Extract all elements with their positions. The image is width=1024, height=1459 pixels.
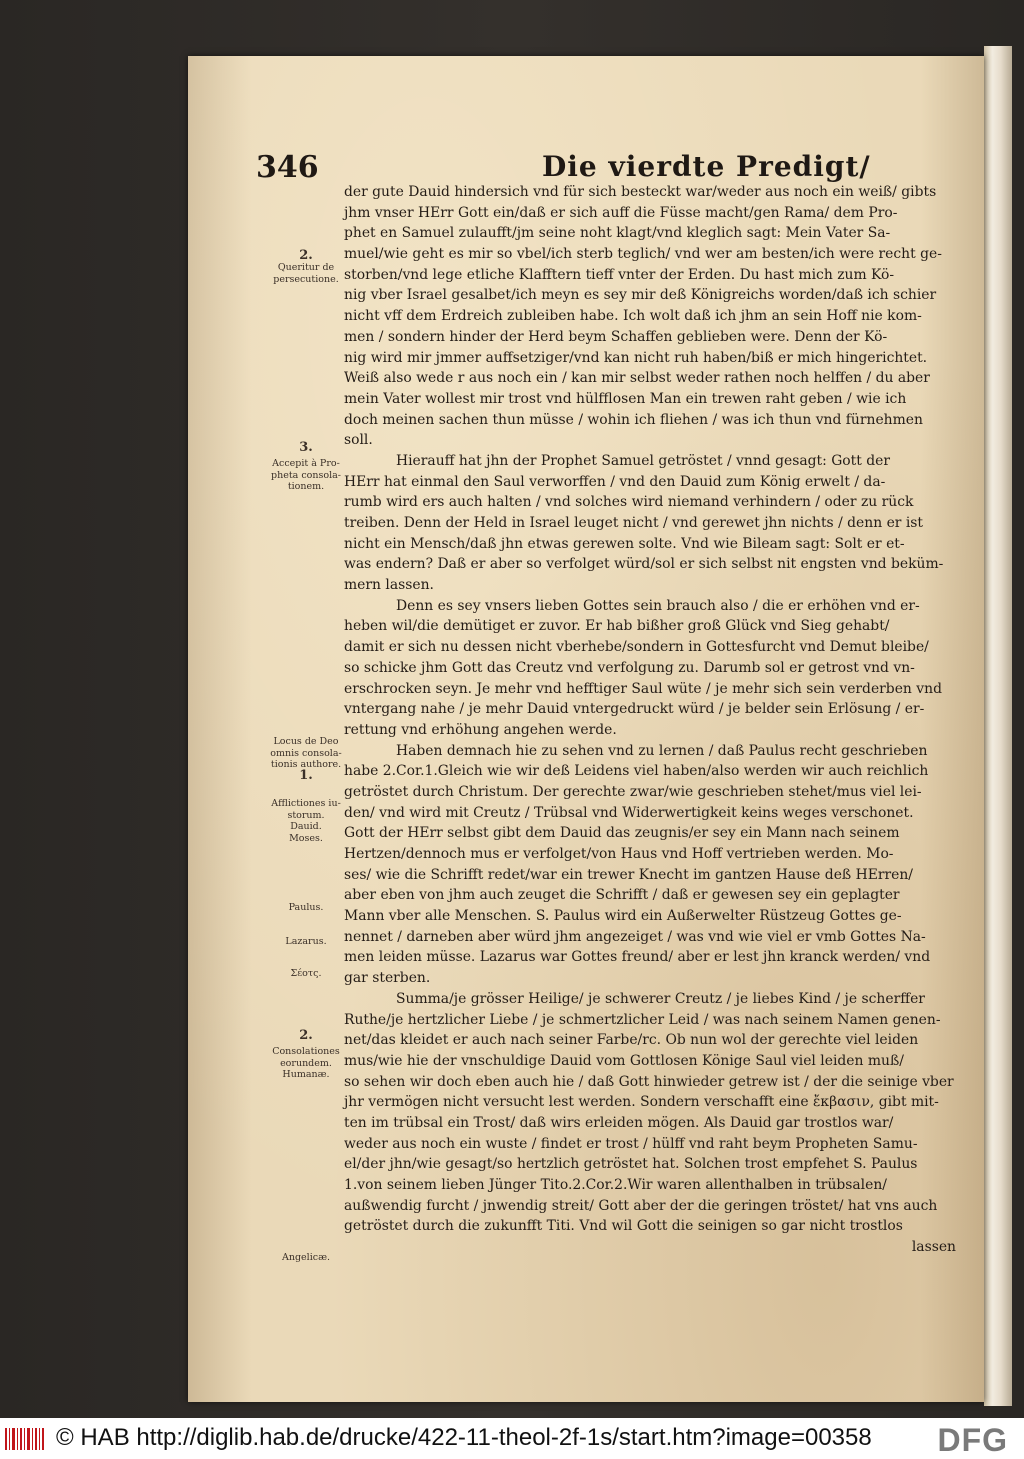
text-line: Gott der HErr selbst gibt dem Dauid das zeugnis/er sey ein Mann nach seinem xyxy=(344,825,900,842)
text-line: nennet / darneben aber würd jhm angezeiget / was vnd wie viel er vmb Gottes Na- xyxy=(344,928,926,945)
text-line: Hertzen/dennoch mus er verfolget/von Haus vnd Hoff vertrieben werden. Mo- xyxy=(344,846,894,862)
text-line: Haben demnach hie zu sehen vnd zu lernen / daß Paulus recht geschrieben xyxy=(396,742,928,759)
body-text xyxy=(344,182,956,1256)
text-line: rumb wird ers auch halten / vnd solches wird niemand verhindern / oder zu rück xyxy=(344,494,914,511)
text-line: lassen xyxy=(911,1239,956,1256)
text-line: so sehen wir doch eben auch hie / daß Gott hinwieder getrew ist / der die seinige vber xyxy=(344,1073,954,1090)
text-line: Summa/je grösser Heilige/ je schwerer Creutz / je liebes Kind / je scherffer xyxy=(396,990,925,1007)
margin-note: Angelicæ. xyxy=(281,1252,331,1263)
text-line: net/das kleidet er auch nach seiner Farbe/rc. Ob nun wol der gerechte viel leiden xyxy=(344,1032,919,1049)
margin-note: Afflictiones iu- storum. Dauid. Moses. xyxy=(271,798,341,844)
text-line: Hierauff hat jhn der Prophet Samuel getröstet / vnnd gesagt: Gott der xyxy=(396,452,890,469)
margin-note: Lazarus. xyxy=(285,936,327,947)
margin-note-number: 2. xyxy=(299,248,313,263)
text-line: doch meinen sachen thun müsse / wohin ich fliehen / was ich thun vnd fürnehmen xyxy=(344,411,923,428)
margin-note: Paulus. xyxy=(288,902,324,913)
running-head: Die vierdte Predigt/ xyxy=(542,150,871,183)
text-line: außwendig furcht / jnwendig streit/ Gott aber der die geringen tröstet/ hat vns auch xyxy=(344,1197,938,1214)
margin-note: Σέοτς. xyxy=(290,968,322,979)
text-line: Mann vber alle Menschen. S. Paulus wird ein Außerwelter Rüstzeug Gottes ge- xyxy=(344,908,902,925)
text-line: Ruthe/je hertzlicher Liebe / je schmertzlicher Leid / was nach seinem Namen genen- xyxy=(344,1011,941,1028)
text-line: rettung vnd erhöhung angehen werde. xyxy=(344,721,617,738)
text-line: damit er sich nu dessen nicht vberhebe/sondern in Gottesfurcht vnd Demut bleibe/ xyxy=(344,639,929,656)
barcode-icon xyxy=(4,1426,46,1452)
margin-note-number: 2. xyxy=(299,1028,313,1043)
text-line: mern lassen. xyxy=(344,577,434,594)
text-line: HErr hat einmal den Saul verworffen / vnd den Dauid zum König erwelt / da- xyxy=(344,473,886,490)
text-line: aber eben von jhm auch zeuget die Schrifft / daß er gewesen sey ein geplagter xyxy=(344,887,900,904)
text-line: erschrocken seyn. Je mehr vnd hefftiger Saul wüte / je mehr sich sein verderben vnd xyxy=(344,680,942,697)
margin-note: Consolationes eorundem. Humanæ. xyxy=(272,1046,340,1080)
margin-note: Locus de Deo omnis consola- tionis authore. xyxy=(270,736,342,770)
text-line: habe 2.Cor.1.Gleich wie wir deß Leidens viel haben/also werden wir auch reichlich xyxy=(344,763,929,780)
text-line: Weiß also wede r aus noch ein / kan mir selbst weder rathen noch helffen / du aber xyxy=(344,370,930,387)
text-line: nig vber Israel gesalbet/ich meyn es sey mir deß Königreichs worden/daß ich schier xyxy=(344,287,937,304)
margin-note: Accepit à Pro- pheta consola- tionem. xyxy=(271,458,341,492)
text-line: ten im trübsal ein Trost/ daß wirs erleiden mögen. Als Dauid gar trostlos war/ xyxy=(344,1114,894,1131)
text-line: jhm vnser HErr Gott ein/daß er sich auff die Füsse macht/gen Rama/ dem Pro- xyxy=(344,204,898,221)
text-line: nicht ein Mensch/daß jhn etwas gerewen solte. Vnd wie Bileam sagt: Solt er et- xyxy=(344,535,905,552)
text-line: treiben. Denn der Held in Israel leuget nicht / vnd gerewet jhn nichts / denn er ist xyxy=(344,515,924,531)
text-line: soll. xyxy=(344,432,373,449)
text-line: nicht vff dem Erdreich zubleiben habe. Ich wolt daß ich jhm an sein Hoff nie kom- xyxy=(344,308,922,325)
text-line: mus/wie hie der vnschuldige Dauid vom Gottlosen Könige Saul viel leiden muß/ xyxy=(344,1052,904,1069)
margin-note-number: 3. xyxy=(299,440,313,455)
footer-bar xyxy=(0,1418,1024,1459)
text-line: vntergang nahe / je mehr Dauid vntergedruckt würd / je belder sein Erlösung / er- xyxy=(344,701,925,718)
text-line: men leiden müsse. Lazarus war Gottes freund/ aber er lest jhn kranck werden/ vnd xyxy=(344,949,931,966)
text-line: nig wird mir jmmer auffsetziger/vnd kan nicht ruh haben/biß er mich hingerichtet. xyxy=(344,349,928,366)
text-line: Denn es sey vnsers lieben Gottes sein brauch also / die er erhöhen vnd er- xyxy=(396,597,920,614)
text-line: muel/wie geht es mir so vbel/ich sterb teglich/ vnd wer am besten/ich were recht ge- xyxy=(344,246,942,263)
copyright-url-text[interactable]: © HAB http://diglib.hab.de/drucke/422-11-theol-2f-1s/start.htm?image=00358 xyxy=(56,1424,872,1451)
text-line: getröstet durch Christum. Der gerechte zwar/wie geschrieben stehet/mus viel lei- xyxy=(344,783,922,800)
text-line: jhr vermögen nicht versucht lest werden. Sondern verschafft eine ἔκβασιν, gibt mit- xyxy=(344,1094,939,1111)
text-line: el/der jhn/wie gesagt/so hertzlich getröstet hat. Solchen trost empfehet S. Paulus xyxy=(344,1156,918,1173)
text-line: storben/vnd lege etliche Klafftern tieff vnter der Erden. Du hast mich zum Kö- xyxy=(344,266,895,283)
text-line: men / sondern hinder der Herd beym Schaffen geblieben were. Denn der Kö- xyxy=(344,328,888,345)
text-line: getröstet durch die zukunfft Titi. Vnd wil Gott die seinigen so gar nicht trostlos xyxy=(344,1218,903,1235)
text-line: mein Vater wollest mir trost vnd hülfflosen Man ein trewen raht geben / wie ich xyxy=(344,390,907,407)
text-line: gar sterben. xyxy=(344,970,431,987)
text-line: was endern? Daß er aber so verfolget würd/sol er sich selbst nit engsten vnd beküm- xyxy=(344,556,944,573)
page-number: 346 xyxy=(256,150,319,185)
text-line: phet en Samuel zulaufft/jm seine noht klagt/vnd kleglich sagt: Mein Vater Sa- xyxy=(344,225,891,242)
margin-note: Queritur de persecutione. xyxy=(273,262,339,285)
text-line: heben wil/die demütiget er zuvor. Er hab bißher groß Glück vnd Sieg gehabt/ xyxy=(344,618,890,635)
text-line: 1.von seinem lieben Jünger Tito.2.Cor.2.Wir waren allenthalben in trübsalen/ xyxy=(344,1177,887,1193)
text-line: so schicke jhm Gott das Creutz vnd verfolgung zu. Darumb sol er getrost vnd vn- xyxy=(344,659,915,676)
dfg-logo: DFG xyxy=(937,1422,1008,1458)
margin-notes xyxy=(262,248,352,1263)
page-edge-stack xyxy=(984,46,1012,1406)
text-line: den/ vnd wird mit Creutz / Trübsal vnd Widerwertigkeit keins weges verschonet. xyxy=(344,804,914,821)
text-line: der gute Dauid hindersich vnd für sich besteckt war/weder aus noch ein weiß/ gibts xyxy=(344,184,937,200)
margin-note-number: 1. xyxy=(299,768,313,783)
text-line: ses/ wie die Schrifft redet/war ein trewer Knecht im gantzen Hause deß HErren/ xyxy=(344,866,913,883)
text-line: weder aus noch ein wuste / findet er trost / hülff vnd raht beym Propheten Samu- xyxy=(344,1135,918,1152)
